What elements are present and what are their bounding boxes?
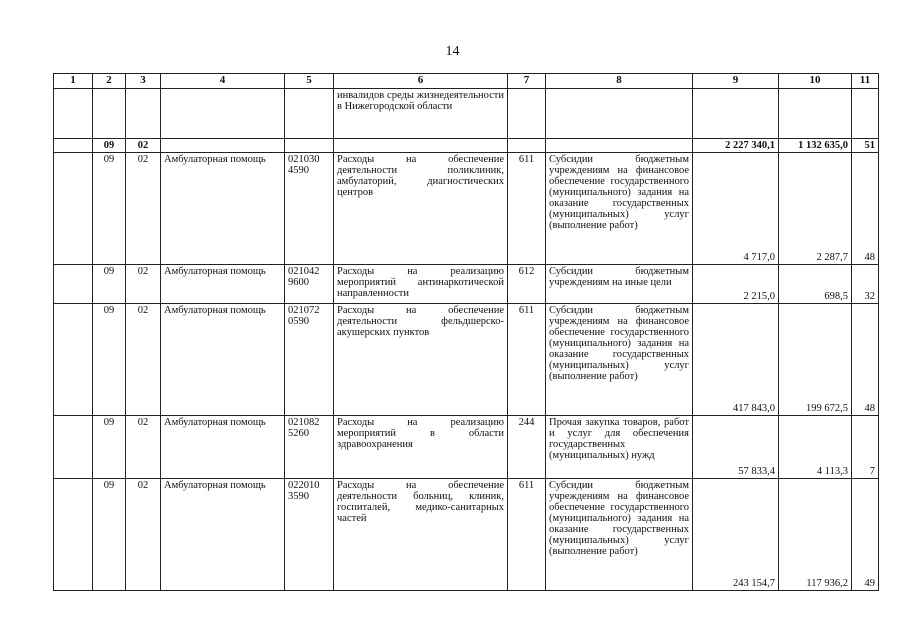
- cell-expense-name: Субсидии бюджетным учреждениям на финансовое обеспечение государственного (муниципального) задания на оказание государственных (муниципальных) услуг (выполнение работ): [546, 153, 693, 265]
- cell-section: 09: [93, 304, 126, 416]
- cell-subsection-name: Амбулаторная помощь: [161, 304, 285, 416]
- cell-expense-type: 611: [508, 304, 546, 416]
- cell-percent: 48: [852, 304, 879, 416]
- table-row: [54, 416, 879, 479]
- table-row: [54, 153, 879, 265]
- cell-target-name: Расходы на обеспечение деятельности больниц, клиник, госпиталей, медико-санитарных частей: [334, 479, 508, 591]
- cell-fact: 698,5: [779, 265, 852, 304]
- cell-plan: [693, 89, 779, 139]
- cell-target-code: 021030 4590: [285, 153, 334, 265]
- cell-fact: [779, 89, 852, 139]
- col-header-5: 5: [285, 74, 334, 89]
- cell-target-code: [285, 139, 334, 153]
- cell-target-name: Расходы на реализацию мероприятий в области здравоохранения: [334, 416, 508, 479]
- page-number: 14: [445, 44, 460, 59]
- cell-plan: 243 154,7: [693, 479, 779, 591]
- cell-plan: 4 717,0: [693, 153, 779, 265]
- cell-expense-type: 612: [508, 265, 546, 304]
- cell-fact: 199 672,5: [779, 304, 852, 416]
- cell-col1: [54, 416, 93, 479]
- cell-percent: 48: [852, 153, 879, 265]
- cell-subsection: 02: [126, 139, 161, 153]
- subtotal-row: [54, 139, 879, 153]
- cell-target-code: 021072 0590: [285, 304, 334, 416]
- cell-subsection-name: Амбулаторная помощь: [161, 416, 285, 479]
- cell-col1: [54, 153, 93, 265]
- col-header-11: 11: [852, 74, 879, 89]
- cell-percent: [852, 89, 879, 139]
- cell-percent: 32: [852, 265, 879, 304]
- cell-expense-type: 611: [508, 153, 546, 265]
- cell-subsection-name: [161, 139, 285, 153]
- cell-subsection: 02: [126, 479, 161, 591]
- cell-section: 09: [93, 265, 126, 304]
- cell-expense-name: Субсидии бюджетным учреждениям на иные цели: [546, 265, 693, 304]
- cell-target-name: [334, 139, 508, 153]
- col-header-9: 9: [693, 74, 779, 89]
- table-row: [54, 89, 879, 139]
- cell-subsection-name: Амбулаторная помощь: [161, 153, 285, 265]
- col-header-4: 4: [161, 74, 285, 89]
- cell-expense-name: Прочая закупка товаров, работ и услуг для обеспечения государственных (муниципальных) нужд: [546, 416, 693, 479]
- cell-col1: [54, 89, 93, 139]
- cell-subsection: 02: [126, 153, 161, 265]
- cell-subsection: 02: [126, 265, 161, 304]
- cell-expense-name: [546, 89, 693, 139]
- cell-subsection-name: [161, 89, 285, 139]
- cell-target-code: 022010 3590: [285, 479, 334, 591]
- cell-expense-type: 244: [508, 416, 546, 479]
- cell-fact: 1 132 635,0: [779, 139, 852, 153]
- cell-subsection-name: Амбулаторная помощь: [161, 479, 285, 591]
- budget-table: [53, 73, 879, 591]
- cell-col1: [54, 265, 93, 304]
- table-row: [54, 304, 879, 416]
- cell-section: [93, 89, 126, 139]
- cell-target-code: 021082 5260: [285, 416, 334, 479]
- col-header-2: 2: [93, 74, 126, 89]
- header-row: [54, 74, 879, 89]
- cell-percent: 51: [852, 139, 879, 153]
- cell-section: 09: [93, 139, 126, 153]
- table-row: [54, 265, 879, 304]
- cell-expense-name: Субсидии бюджетным учреждениям на финансовое обеспечение государственного (муниципального) задания на оказание государственных (муниципальных) услуг (выполнение работ): [546, 304, 693, 416]
- cell-expense-type: 611: [508, 479, 546, 591]
- col-header-10: 10: [779, 74, 852, 89]
- cell-target-name: Расходы на обеспечение деятельности фельдшерско-акушерских пунктов: [334, 304, 508, 416]
- col-header-6: 6: [334, 74, 508, 89]
- cell-percent: 49: [852, 479, 879, 591]
- cell-section: 09: [93, 479, 126, 591]
- cell-plan: 417 843,0: [693, 304, 779, 416]
- cell-expense-type: [508, 139, 546, 153]
- cell-expense-type: [508, 89, 546, 139]
- cell-plan: 2 227 340,1: [693, 139, 779, 153]
- cell-subsection: [126, 89, 161, 139]
- col-header-3: 3: [126, 74, 161, 89]
- cell-expense-name: Субсидии бюджетным учреждениям на финансовое обеспечение государственного (муниципального) задания на оказание государственных (муниципальных) услуг (выполнение работ): [546, 479, 693, 591]
- cell-subsection: 02: [126, 304, 161, 416]
- cell-fact: 117 936,2: [779, 479, 852, 591]
- cell-col1: [54, 479, 93, 591]
- cell-percent: 7: [852, 416, 879, 479]
- cell-target-name: инвалидов среды жизнедеятельности в Нижегородской области: [334, 89, 508, 139]
- table-row: [54, 479, 879, 591]
- cell-plan: 57 833,4: [693, 416, 779, 479]
- cell-col1: [54, 139, 93, 153]
- cell-section: 09: [93, 153, 126, 265]
- cell-target-code: [285, 89, 334, 139]
- cell-target-name: Расходы на обеспечение деятельности поликлиник, амбулаторий, диагностических центров: [334, 153, 508, 265]
- cell-subsection: 02: [126, 416, 161, 479]
- cell-fact: 4 113,3: [779, 416, 852, 479]
- cell-subsection-name: Амбулаторная помощь: [161, 265, 285, 304]
- col-header-8: 8: [546, 74, 693, 89]
- cell-fact: 2 287,7: [779, 153, 852, 265]
- col-header-1: 1: [54, 74, 93, 89]
- cell-target-code: 021042 9600: [285, 265, 334, 304]
- cell-section: 09: [93, 416, 126, 479]
- cell-expense-name: [546, 139, 693, 153]
- col-header-7: 7: [508, 74, 546, 89]
- cell-target-name: Расходы на реализацию мероприятий антинаркотической направленности: [334, 265, 508, 304]
- cell-col1: [54, 304, 93, 416]
- cell-plan: 2 215,0: [693, 265, 779, 304]
